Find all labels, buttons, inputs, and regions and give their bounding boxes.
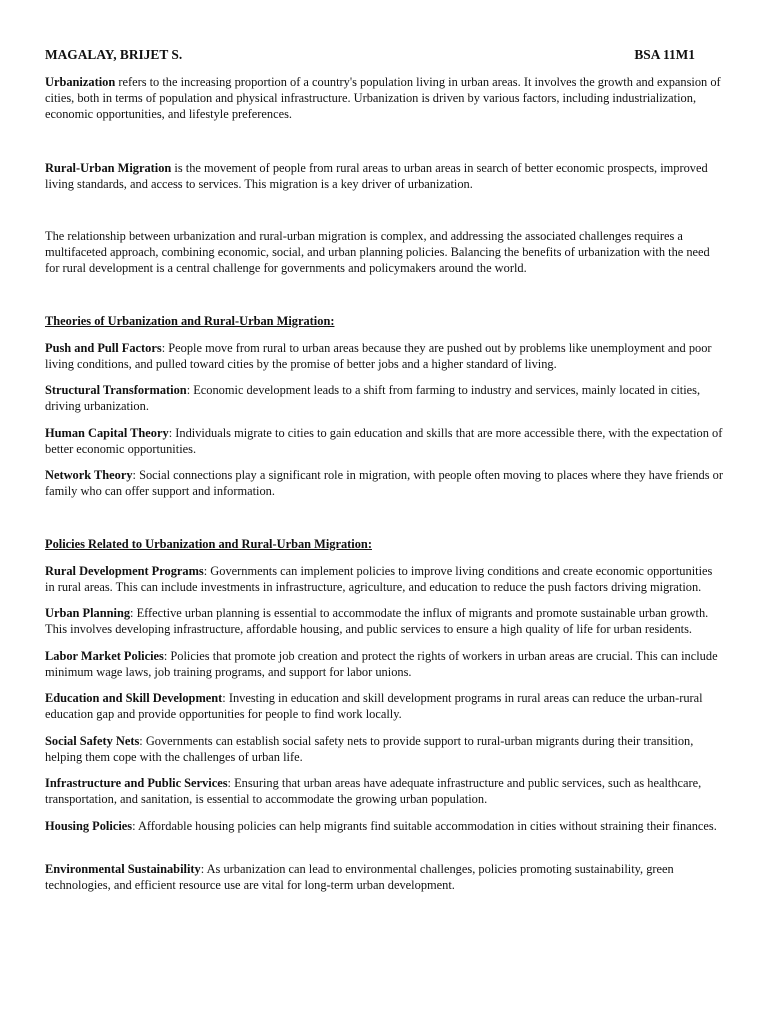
term-label: Labor Market Policies: [45, 649, 164, 663]
term-label: Housing Policies: [45, 819, 133, 833]
body-text: The relationship between urbanization and rural-urban migration is complex, and addressing the associated challenges requires a multifaceted approach, combining economic, social, and urban planning policies. Balancing the benefits of urbanization with the need for rural development is a central challenge for governments and policymakers around the world.: [45, 229, 710, 276]
intro-relationship: [45, 228, 723, 277]
policy-item: [45, 648, 723, 680]
term-label: Urbanization: [45, 75, 116, 89]
intro-rural-urban-migration: [45, 160, 723, 192]
term-label: Push and Pull Factors: [45, 341, 162, 355]
term-label: Rural Development Programs: [45, 564, 204, 578]
definition-text: : As urbanization can lead to environmental challenges, policies promoting sustainability, green technologies, and efficient resource use are vital for long-term urban development.: [45, 862, 674, 893]
theory-item: [45, 340, 723, 372]
definition-text: : Governments can implement policies to improve living conditions and create economic opportunities in rural areas. This can include investments in infrastructure, agriculture, and education to reduce the push factors driving migration.: [45, 564, 713, 595]
definition-text: is the movement of people from rural areas to urban areas in search of better economic prospects, improved living standards, and access to services. This migration is a key driver of urbanization.: [45, 161, 708, 192]
policy-item: [45, 563, 723, 595]
term-label: Rural-Urban Migration: [45, 161, 172, 175]
policy-item: [45, 733, 723, 765]
term-label: Human Capital Theory: [45, 426, 169, 440]
definition-text: : Individuals migrate to cities to gain education and skills that are more accessible there, with the expectation of better economic opportunities.: [45, 426, 723, 457]
term-label: Structural Transformation: [45, 383, 187, 397]
definition-text: : People move from rural to urban areas because they are pushed out by problems like unemployment and poor living conditions, and pulled toward cities by the promise of better jobs and a higher standard of living.: [45, 341, 712, 372]
document-header: [45, 46, 695, 63]
definition-text: refers to the increasing proportion of a country's population living in urban areas. It involves the growth and expansion of cities, both in terms of population and physical infrastructure. Urbanization is driven by various factors, including industrialization, economic opportunities, and lifestyle preferences.: [45, 75, 721, 122]
policies-heading: Policies Related to Urbanization and Rural-Urban Migration:: [45, 537, 372, 551]
definition-text: : Ensuring that urban areas have adequate infrastructure and public services, such as healthcare, transportation, and sanitation, is essential to accommodate the growing urban population.: [45, 776, 702, 807]
student-section: BSA 11M1: [634, 47, 695, 62]
theory-item: [45, 425, 723, 457]
term-label: Network Theory: [45, 468, 133, 482]
theories-heading: Theories of Urbanization and Rural-Urban Migration:: [45, 314, 335, 328]
definition-text: : Social connections play a significant role in migration, with people often moving to places where they have friends or family who can offer support and information.: [45, 468, 723, 499]
term-label: Education and Skill Development: [45, 691, 223, 705]
definition-text: : Affordable housing policies can help migrants find suitable accommodation in cities without straining their finances.: [132, 819, 717, 833]
policy-item: [45, 818, 723, 834]
definition-text: : Investing in education and skill development programs in rural areas can reduce the urban-rural education gap and provide opportunities for people to find work locally.: [45, 691, 703, 722]
policy-item: [45, 690, 723, 722]
theory-item: [45, 382, 723, 414]
term-label: Environmental Sustainability: [45, 862, 201, 876]
theory-item: [45, 467, 723, 499]
definition-text: : Economic development leads to a shift from farming to industry and services, mainly located in cities, driving urbanization.: [45, 383, 701, 414]
definition-text: : Effective urban planning is essential to accommodate the influx of migrants and promote sustainable urban growth. This involves developing infrastructure, affordable housing, and public services to ensure a high quality of life for urban residents.: [45, 606, 709, 637]
definition-text: : Governments can establish social safety nets to provide support to rural-urban migrants during their transition, helping them cope with the challenges of urban life.: [45, 734, 694, 765]
term-label: Social Safety Nets: [45, 734, 140, 748]
student-name: MAGALAY, BRIJET S.: [45, 47, 183, 62]
policy-item: [45, 605, 723, 637]
policy-item: [45, 861, 723, 893]
definition-text: : Policies that promote job creation and protect the rights of workers in urban areas are crucial. This can include minimum wage laws, job training programs, and support for labor unions.: [45, 649, 718, 680]
intro-urbanization: [45, 74, 723, 123]
term-label: Urban Planning: [45, 606, 131, 620]
term-label: Infrastructure and Public Services: [45, 776, 228, 790]
policy-item: [45, 775, 723, 807]
